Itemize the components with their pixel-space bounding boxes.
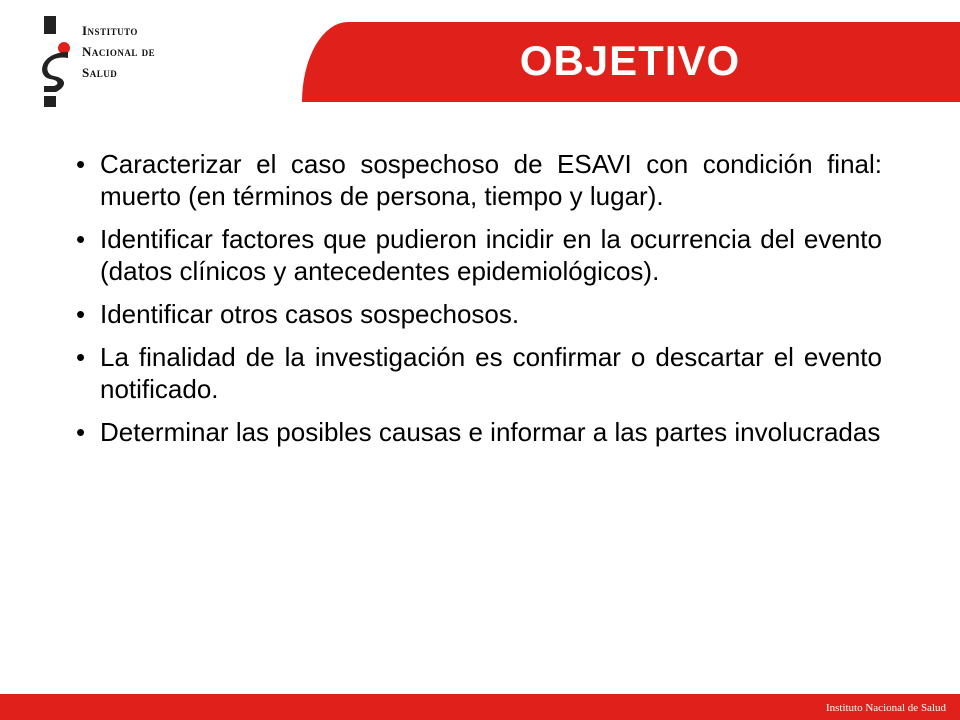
objective-text: La finalidad de la investigación es confirmar o descartar el evento notificado.: [100, 342, 882, 404]
bullet: •: [76, 149, 86, 179]
objective-item: [76, 341, 882, 405]
objective-text: Identificar factores que pudieron incidir en la ocurrencia del evento (datos clínicos y antecedentes epidemiológicos).: [100, 224, 882, 286]
bullet: •: [76, 224, 86, 254]
objective-item: [76, 416, 882, 448]
objective-item: [76, 148, 882, 212]
logo-wordmark: [82, 20, 155, 83]
objectives-list: [76, 148, 882, 459]
logo-line-1: Instituto: [82, 23, 138, 38]
ins-logo-icon: [36, 14, 78, 109]
slide-title: OBJETIVO: [519, 37, 741, 84]
bullet: •: [76, 342, 86, 372]
footer-bar: [0, 694, 960, 720]
bullet: •: [76, 299, 86, 329]
objective-item: [76, 223, 882, 287]
bullet: •: [76, 417, 86, 447]
objective-text: Determinar las posibles causas e informar a las partes involucradas: [100, 417, 881, 447]
ins-logo: [36, 14, 206, 109]
footer-text: Instituto Nacional de Salud: [825, 702, 946, 714]
objective-text: Caracterizar el caso sospechoso de ESAVI con condición final: muerto (en términos de persona, tiempo y lugar).: [100, 149, 882, 211]
logo-line-2: Nacional de: [82, 44, 156, 59]
logo-line-3: Salud: [82, 65, 118, 80]
objective-text: Identificar otros casos sospechosos.: [100, 299, 520, 329]
objective-item: [76, 298, 882, 330]
